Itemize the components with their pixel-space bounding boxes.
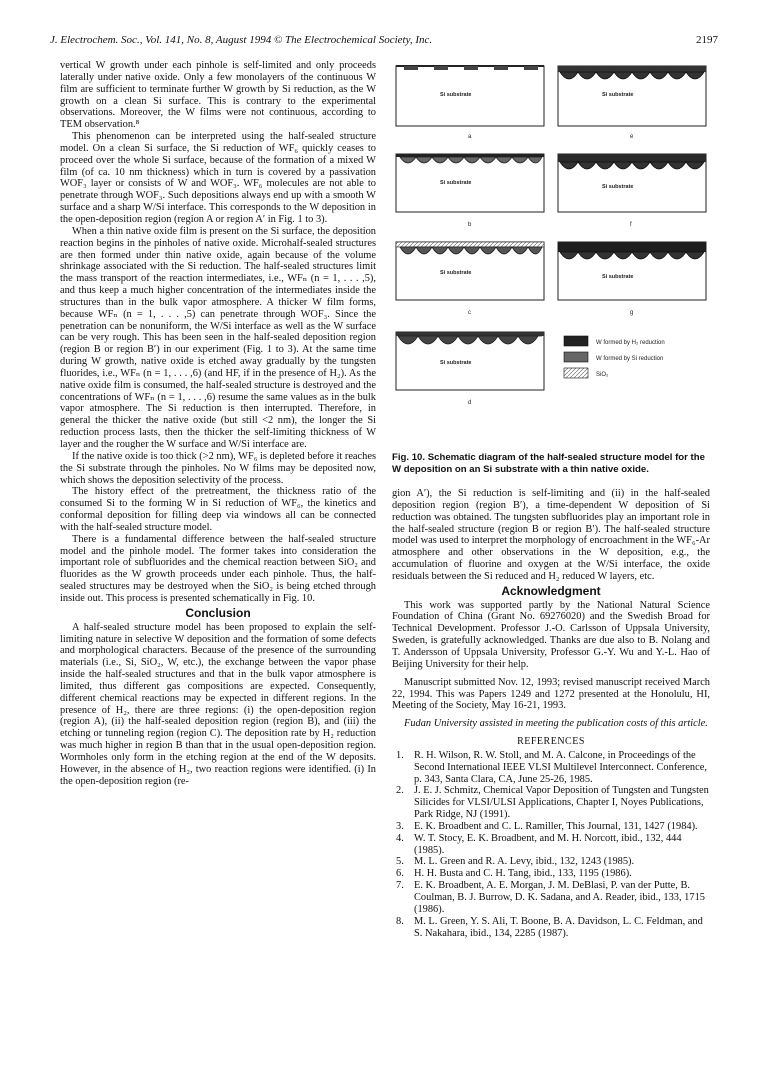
page-number: 2197 bbox=[696, 34, 718, 46]
paragraph: Manuscript submitted Nov. 12, 1993; revised manuscript received March 22, 1994. This was Papers 1249 and 1272 presented at the Honolulu, HI, Meeting of the Society, May 16-21, 1993. bbox=[392, 676, 710, 712]
panel-label-b: b bbox=[468, 222, 472, 228]
paragraph: This work was supported partly by the National Natural Science Foundation of China (Grant No. 69276020) and the Swedish Broad for Technical Development. Professor J.-O. Carlsson of Uppsala University, Sweden, is gratefully acknowledged. Thanks are due also to B. Nolang and T. Andersson of Uppsala University, Professor G.-Y. Wu and Y.-L. Hao of Beijing University for their help. bbox=[392, 599, 710, 670]
paragraph: A half-sealed structure model has been proposed to explain the self-limiting nature in selective W deposition and the formation of some defects and morphological characters. Because of the presence of the surrounding materials (i.e., Si, SiO₂, W, etc.), the exchange between the vapor phase inside the half-sealed structures and that in the bulk vapor atmosphere is limited, thus different gas compositions are expected. Consequently, different chemical reactions may be expected in different regions. In the presence of H₂, there are three regions: (i) the open-deposition region (region A), (ii) the half-sealed deposition region (region B), and (iii) the etching or tunneling region (region C). The deposition rate by H₂ reduction was much higher in region B than that in the usual open-deposition region. Wormholes only form in the etching region at the end of the W deposits. However, in the absence of H₂, two reaction regions were identified. (i) In the open-deposition region (re- bbox=[60, 621, 376, 787]
si-substrate-label: Si substrate bbox=[440, 180, 472, 186]
paragraph: This phenomenon can be interpreted using the half-sealed structure model. On a clean Si surface, the Si reduction of WF₆ quickly ceases to proceed over the whole Si surface, because of the formation of a mixed W film (of ca. 10 nm thickness) which in turn is covered by a passivation WOF₃ layer or consists of W and WOF₃. WF₆ molecules are not able to penetrate through WOF₃. Such depositions always end up with a smooth W surface and a sharp W/Si interface. This corresponds to the W deposition in the open-deposition region (region A or region A′ in Fig. 1 to 3). bbox=[60, 131, 376, 225]
reference-item: 2. J. E. J. Schmitz, Chemical Vapor Deposition of Tungsten and Tungsten Silicides for VLSI/ULSI Applications, Chapter I, Noyes Publications, Park Ridge, NJ (1991). bbox=[396, 785, 709, 821]
left-column bbox=[60, 60, 376, 787]
panel-label-f: f bbox=[630, 222, 632, 228]
panel-label-e: e bbox=[630, 134, 634, 140]
paragraph: vertical W growth under each pinhole is self-limited and only proceeds laterally under native oxide. Only a few monolayers of the continuous W film are sufficient to terminate further W growth by Si reduction, as the W growth on a clean Si surface. This is contrary to the experimental observations. Moreover, the W films were not continuous, according to TEM observation.⁸ bbox=[60, 60, 376, 131]
paragraph: Fudan University assisted in meeting the publication costs of this article. bbox=[404, 718, 708, 730]
paragraph: When a thin native oxide film is present on the Si surface, the deposition reaction begins in the pinholes of native oxide. Microhalf-sealed structures are then formed under thin native oxide, again because of the volume shrinkage associated with the Si reduction. The half-sealed structures limit the mass transport of the reaction intermediates, i.e., WFₙ (n = 1, . . . ,5), and thus keep a much higher concentration of the intermediates inside the structures than in the bulk vapor atmosphere. A thicker W film forms, because WFₙ (n = 1, . . . ,5) can penetrate through WOF₃. Since the penetration can be nonuniform, the W/Si interface as well as the W surface can be very rough. This has been seen in the half-sealed deposition region (region B or region B′) in our experiment (Fig. 1 to 3). At the same time during W growth, native oxide is etched away gradually by the tungsten fluorides, i.e., WFₙ (n = 1, . . . ,6) (and HF, if in the presence of H₂). As the native oxide film is consumed, the half-sealed structure is destroyed and the concentrations of WFₙ (n = 1, . . . ,6) resume the same values as in the bulk vapor atmosphere. The Si reduction is then interrupted. Therefore, in general the thicker the native oxide (but still <2 nm), the longer the Si reduction process lasts, then the thicker the self-limiting thickness of W layer and the rougher the W surface and W/Si interface are. bbox=[60, 225, 376, 450]
panel-g bbox=[558, 242, 706, 316]
paragraph: If the native oxide is too thick (>2 nm), WF₆ is depleted before it reaches the Si substrate through the pinholes. No W films may be deposited now, which shows the deposition selectivity of the process. bbox=[60, 450, 376, 486]
journal-citation: J. Electrochem. Soc., Vol. 141, No. 8, August 1994 © The Electrochemical Society, Inc. bbox=[50, 34, 433, 46]
paragraph: gion A′), the Si reduction is self-limiting and (ii) in the half-sealed deposition region (region B′), a time-dependent W deposition of Si reduction was obtained. The tungsten subfluorides play an important role in the half-sealed structure (region B or region B′). The half-sealed structure model was used to interpret the morphology of encroachment in the WF₆-Ar atmosphere and other observations in the W deposition, e.g., the accumulation of fluorine and oxygen at the W/Si interface, the oxide residuals between the Si reduced and H₂ reduced W layers, etc. bbox=[392, 488, 710, 582]
legend-label-sio2: SiO₂ bbox=[596, 372, 609, 378]
conclusion-heading: Conclusion bbox=[185, 605, 251, 620]
panel-label-a: a bbox=[468, 134, 472, 140]
page-header bbox=[50, 34, 718, 50]
reference-item: 6. H. H. Busta and C. H. Tang, ibid., 133, 1195 (1986). bbox=[396, 868, 632, 880]
legend-swatch-si bbox=[564, 352, 588, 362]
acknowledgment-heading: Acknowledgment bbox=[501, 583, 601, 598]
legend-label-si: W formed by Si reduction bbox=[596, 356, 664, 362]
reference-item: 3. E. K. Broadbent and C. L. Ramiller, This Journal, 131, 1427 (1984). bbox=[396, 820, 698, 832]
paragraph: The history effect of the pretreatment, the thickness ratio of the consumed Si to the forming W in Si reduction of WF₆, the kinetics and conformal deposition for filling deep via windows all can be connected with the half-sealed structure model. bbox=[60, 486, 376, 533]
right-column bbox=[392, 488, 710, 939]
si-substrate-label: Si substrate bbox=[602, 92, 634, 98]
references-heading: REFERENCES bbox=[517, 736, 585, 748]
si-substrate-label: Si substrate bbox=[602, 274, 634, 280]
reference-list bbox=[392, 750, 710, 940]
reference-item: 4. W. T. Stocy, E. K. Broadbent, and M. H. Norcott, ibid., 132, 444 (1985). bbox=[396, 832, 682, 856]
si-substrate-label: Si substrate bbox=[602, 184, 634, 190]
figure-legend bbox=[564, 336, 665, 378]
panel-c bbox=[396, 242, 544, 316]
reference-item: 5. M. L. Green and R. A. Levy, ibid., 132, 1243 (1985). bbox=[396, 856, 635, 868]
reference-item: 1. R. H. Wilson, R. W. Stoll, and M. A. Calcone, in Proceedings of the Second International IEEE VLSI Multilevel Interconnect. Conference, p. 343, Santa Clara, CA, June 25-26, 1985. bbox=[396, 749, 707, 785]
si-substrate-label: Si substrate bbox=[440, 360, 472, 366]
panel-f bbox=[558, 154, 706, 228]
panel-a bbox=[396, 66, 544, 140]
legend-swatch-h2 bbox=[564, 336, 588, 346]
reference-item: 8. M. L. Green, Y. S. Ali, T. Boone, B. A. Davidson, L. C. Feldman, and S. Nakahara, ibid., 134, 2285 (1987). bbox=[396, 915, 703, 939]
figure-10 bbox=[392, 60, 710, 448]
paragraph: There is a fundamental difference between the half-sealed structure model and the pinhole model. The former takes into consideration the important role of subfluorides and the chemical reaction between SiO₂ and fluorides as the W growth proceeds under each pinhole. Thus, the half-sealed structures may be destroyed when the SiO₂ is being etched through inside out. This process is presented schematically in Fig. 10. bbox=[60, 533, 376, 604]
panel-label-d: d bbox=[468, 400, 472, 406]
panel-label-c: c bbox=[468, 310, 471, 316]
figure-caption: Fig. 10. Schematic diagram of the half-sealed structure model for the W deposition on an Si substrate with a thin native oxide. bbox=[392, 452, 705, 475]
panel-e bbox=[558, 66, 706, 140]
legend-label-h2: W formed by H₂ reduction bbox=[596, 340, 665, 346]
reference-item: 7. E. K. Broadbent, A. E. Morgan, J. M. DeBlasi, P. van der Putte, B. Coulman, B. J. Burrow, D. K. Sadana, and A. Reader, ibid., 133, 1715 (1986). bbox=[396, 880, 705, 915]
si-substrate-label: Si substrate bbox=[440, 270, 472, 276]
si-substrate-label: Si substrate bbox=[440, 92, 472, 98]
legend-swatch-sio2 bbox=[564, 368, 588, 378]
schematic-diagram bbox=[392, 60, 710, 448]
panel-label-g: g bbox=[630, 310, 634, 316]
panel-d bbox=[396, 332, 544, 406]
panel-b bbox=[396, 154, 544, 228]
